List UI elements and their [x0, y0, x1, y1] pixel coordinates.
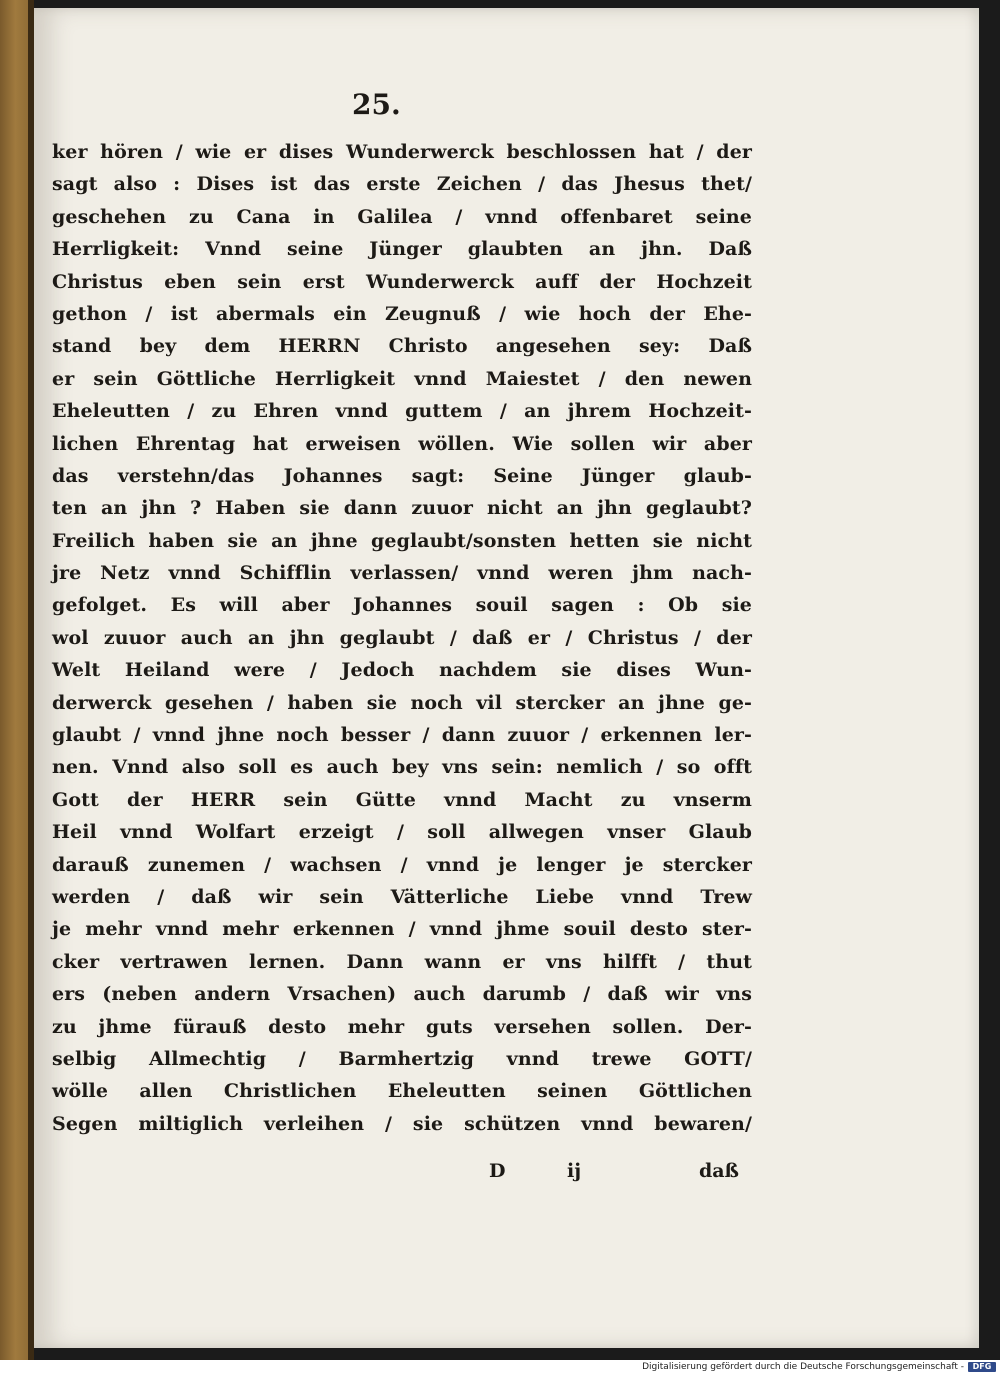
text-line: lichen Ehrentag hat erweisen wöllen. Wie sollen wir aber	[52, 432, 752, 455]
page-footer	[489, 1155, 739, 1187]
page-number: 25.	[352, 88, 401, 121]
text-block	[52, 136, 752, 1140]
text-line: nen. Vnnd also soll es auch bey vns sein: nemlich / so offt	[52, 756, 752, 779]
text-line: jre Netz vnnd Schifflin verlassen/ vnnd weren jhm nach-	[52, 562, 752, 585]
text-line: selbig Allmechtig / Barmhertzig vnnd trewe GOTT/	[52, 1047, 752, 1070]
credit-bar	[0, 1360, 1000, 1374]
text-line: Freilich haben sie an jhne geglaubt/sonsten hetten sie nicht	[52, 529, 752, 552]
digitization-credit: Digitalisierung gefördert durch die Deutsche Forschungsgemeinschaft -	[642, 1362, 964, 1372]
text-line: Herrligkeit: Vnnd seine Jünger glaubten an jhn. Daß	[52, 238, 752, 261]
signature-mark: D	[489, 1160, 506, 1182]
signature-number: ij	[567, 1160, 582, 1182]
text-line: Eheleutten / zu Ehren vnnd guttem / an jhrem Hochzeit-	[52, 400, 752, 423]
text-line: ker hören / wie er dises Wunderwerck beschlossen hat / der	[52, 141, 752, 163]
text-line: derwerck gesehen / haben sie noch vil stercker an jhne ge-	[52, 691, 752, 714]
text-line: sagt also : Dises ist das erste Zeichen / das Jhesus thet/	[52, 173, 752, 196]
text-line: er sein Göttliche Herrligkeit vnnd Maiestet / den newen	[52, 367, 752, 390]
text-line: glaubt / vnnd jhne noch besser / dann zuuor / erkennen ler-	[52, 724, 752, 747]
text-line: das verstehn/das Johannes sagt: Seine Jünger glaub-	[52, 464, 752, 487]
text-line: ers (neben andern Vrsachen) auch darumb / daß wir vns	[52, 983, 752, 1006]
text-line: ten an jhn ? Haben sie dann zuuor nicht an jhn geglaubt?	[52, 497, 752, 520]
text-line: Segen miltiglich verleihen / sie schützen vnnd bewaren/	[52, 1112, 752, 1135]
text-line: Welt Heiland were / Jedoch nachdem sie dises Wun-	[52, 659, 752, 682]
text-line: Gott der HERR sein Gütte vnnd Macht zu vnserm	[52, 788, 752, 811]
book-cover-edge	[0, 0, 34, 1360]
text-line: Christus eben sein erst Wunderwerck auff der Hochzeit	[52, 270, 752, 293]
text-line: stand bey dem HERRN Christo angesehen sey: Daß	[52, 335, 752, 358]
text-line: werden / daß wir sein Vätterliche Liebe vnnd Trew	[52, 885, 752, 908]
text-line: wol zuuor auch an jhn geglaubt / daß er / Christus / der	[52, 626, 752, 649]
text-line: gefolget. Es will aber Johannes souil sagen : Ob sie	[52, 594, 752, 617]
text-line: gethon / ist abermals ein Zeugnuß / wie hoch der Ehe-	[52, 302, 752, 325]
dfg-logo: DFG	[968, 1362, 996, 1372]
text-line: Heil vnnd Wolfart erzeigt / soll allwegen vnser Glaub	[52, 821, 752, 844]
text-line: darauß zunemen / wachsen / vnnd je lenger je stercker	[52, 853, 752, 876]
book-page	[34, 8, 979, 1348]
text-line: je mehr vnnd mehr erkennen / vnnd jhme souil desto ster-	[52, 918, 752, 941]
text-line: geschehen zu Cana in Galilea / vnnd offenbaret seine	[52, 205, 752, 228]
text-line: zu jhme fürauß desto mehr guts versehen sollen. Der-	[52, 1015, 752, 1038]
text-line: wölle allen Christlichen Eheleutten seinen Göttlichen	[52, 1080, 752, 1103]
catchword: daß	[698, 1160, 739, 1182]
text-line: cker vertrawen lernen. Dann wann er vns hilfft / thut	[52, 950, 752, 973]
